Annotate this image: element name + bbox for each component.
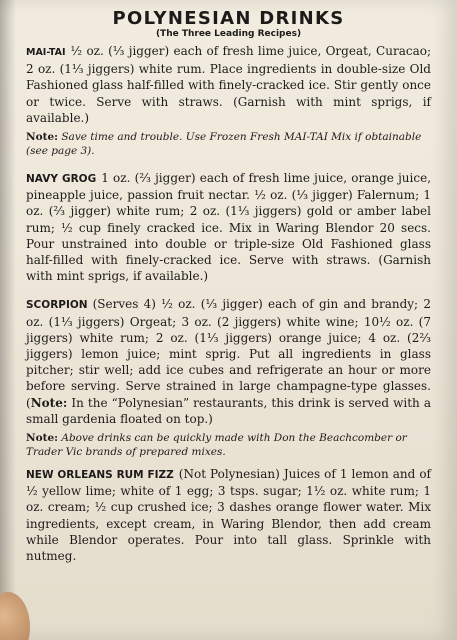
- note-label: Note:: [26, 432, 59, 445]
- note-text: Save time and trouble. Use Frozen Fresh MAI-TAI Mix if obtainable (see page 3).: [26, 131, 422, 158]
- recipe-name: SCORPION: [26, 299, 88, 312]
- recipe-text: ½ oz. (⅓ jigger) each of fresh lime juice, Orgeat, Curacao; 2 oz. (1⅓ jiggers) white rum. Place ingredients in double-size Old Fashioned glass half-filled with finely-cracked ice. Stir gently once or twice. Serve with straws. (Garnish with mint sprigs, if available.): [26, 44, 431, 125]
- note-label: Note:: [26, 131, 59, 144]
- inline-note-label: Note:: [30, 395, 68, 410]
- page-title: POLYNESIAN DRINKS: [112, 8, 345, 29]
- general-note: [26, 431, 431, 459]
- thumb: [0, 592, 30, 640]
- recipe-scorpion: [26, 296, 431, 427]
- page-spine-shadow: [0, 0, 16, 640]
- recipe-note: [26, 130, 431, 158]
- page-subtitle: (The Three Leading Recipes): [155, 29, 302, 39]
- recipe-name: NEW ORLEANS RUM FIZZ: [26, 469, 174, 482]
- recipe-name: MAI-TAI: [26, 47, 66, 58]
- recipe-navy-grog: [26, 170, 431, 284]
- recipe-name: NAVY GROG: [26, 173, 97, 186]
- recipe-new-orleans-rum-fizz: [26, 466, 431, 564]
- recipe-text: (Not Polynesian) Juices of 1 lemon and of ½ yellow lime; white of 1 egg; 3 tsps. sugar; 1½ oz. white rum; 1 oz. cream; ½ cup crushed ice; 3 dashes orange flower water. Mix ingredients, except cream, in Waring Blendor, then add cream while Blendor operates. Pour into tall glass. Sprinkle with nutmeg.: [26, 467, 431, 564]
- page-content: [26, 8, 431, 564]
- recipe-mai-tai: [26, 43, 431, 126]
- note-text: Above drinks can be quickly made with Don the Beachcomber or Trader Vic brands of prepared mixes.: [26, 432, 407, 459]
- recipe-text: 1 oz. (⅔ jigger) each of fresh lime juice, orange juice, pineapple juice, passion fruit nectar. ½ oz. (⅓ jigger) Falernum; 1 oz. (⅔ jigger) white rum; 2 oz. (1⅓ jiggers) gold or amber label rum; ½ cup finely cracked ice. Mix in Waring Blendor 20 secs. Pour unstrained into double or triple-size Old Fashioned glass half-filled with finely-cracked ice. Serve with straws. (Garnish with mint sprigs, if available.): [26, 171, 432, 284]
- recipe-text: (Serves 4) ½ oz. (⅓ jigger) each of gin and brandy; 2 oz. (1⅓ jiggers) Orgeat; 3 oz. (2 jiggers) white wine; 10½ oz. (7 jiggers) white rum; 2 oz. (1⅓ jiggers) orange juice; 4 oz. (2⅔ jiggers) lemon juice; mint sprig. Put all ingredients in glass pitcher; stir well; add ice cubes and refrigerate an hour or more before serving. Serve strained in large champagne-type glasses. (: [26, 297, 431, 410]
- recipe-text-after: In the “Polynesian” restaurants, this drink is served with a small gardenia floated on top.): [26, 395, 431, 426]
